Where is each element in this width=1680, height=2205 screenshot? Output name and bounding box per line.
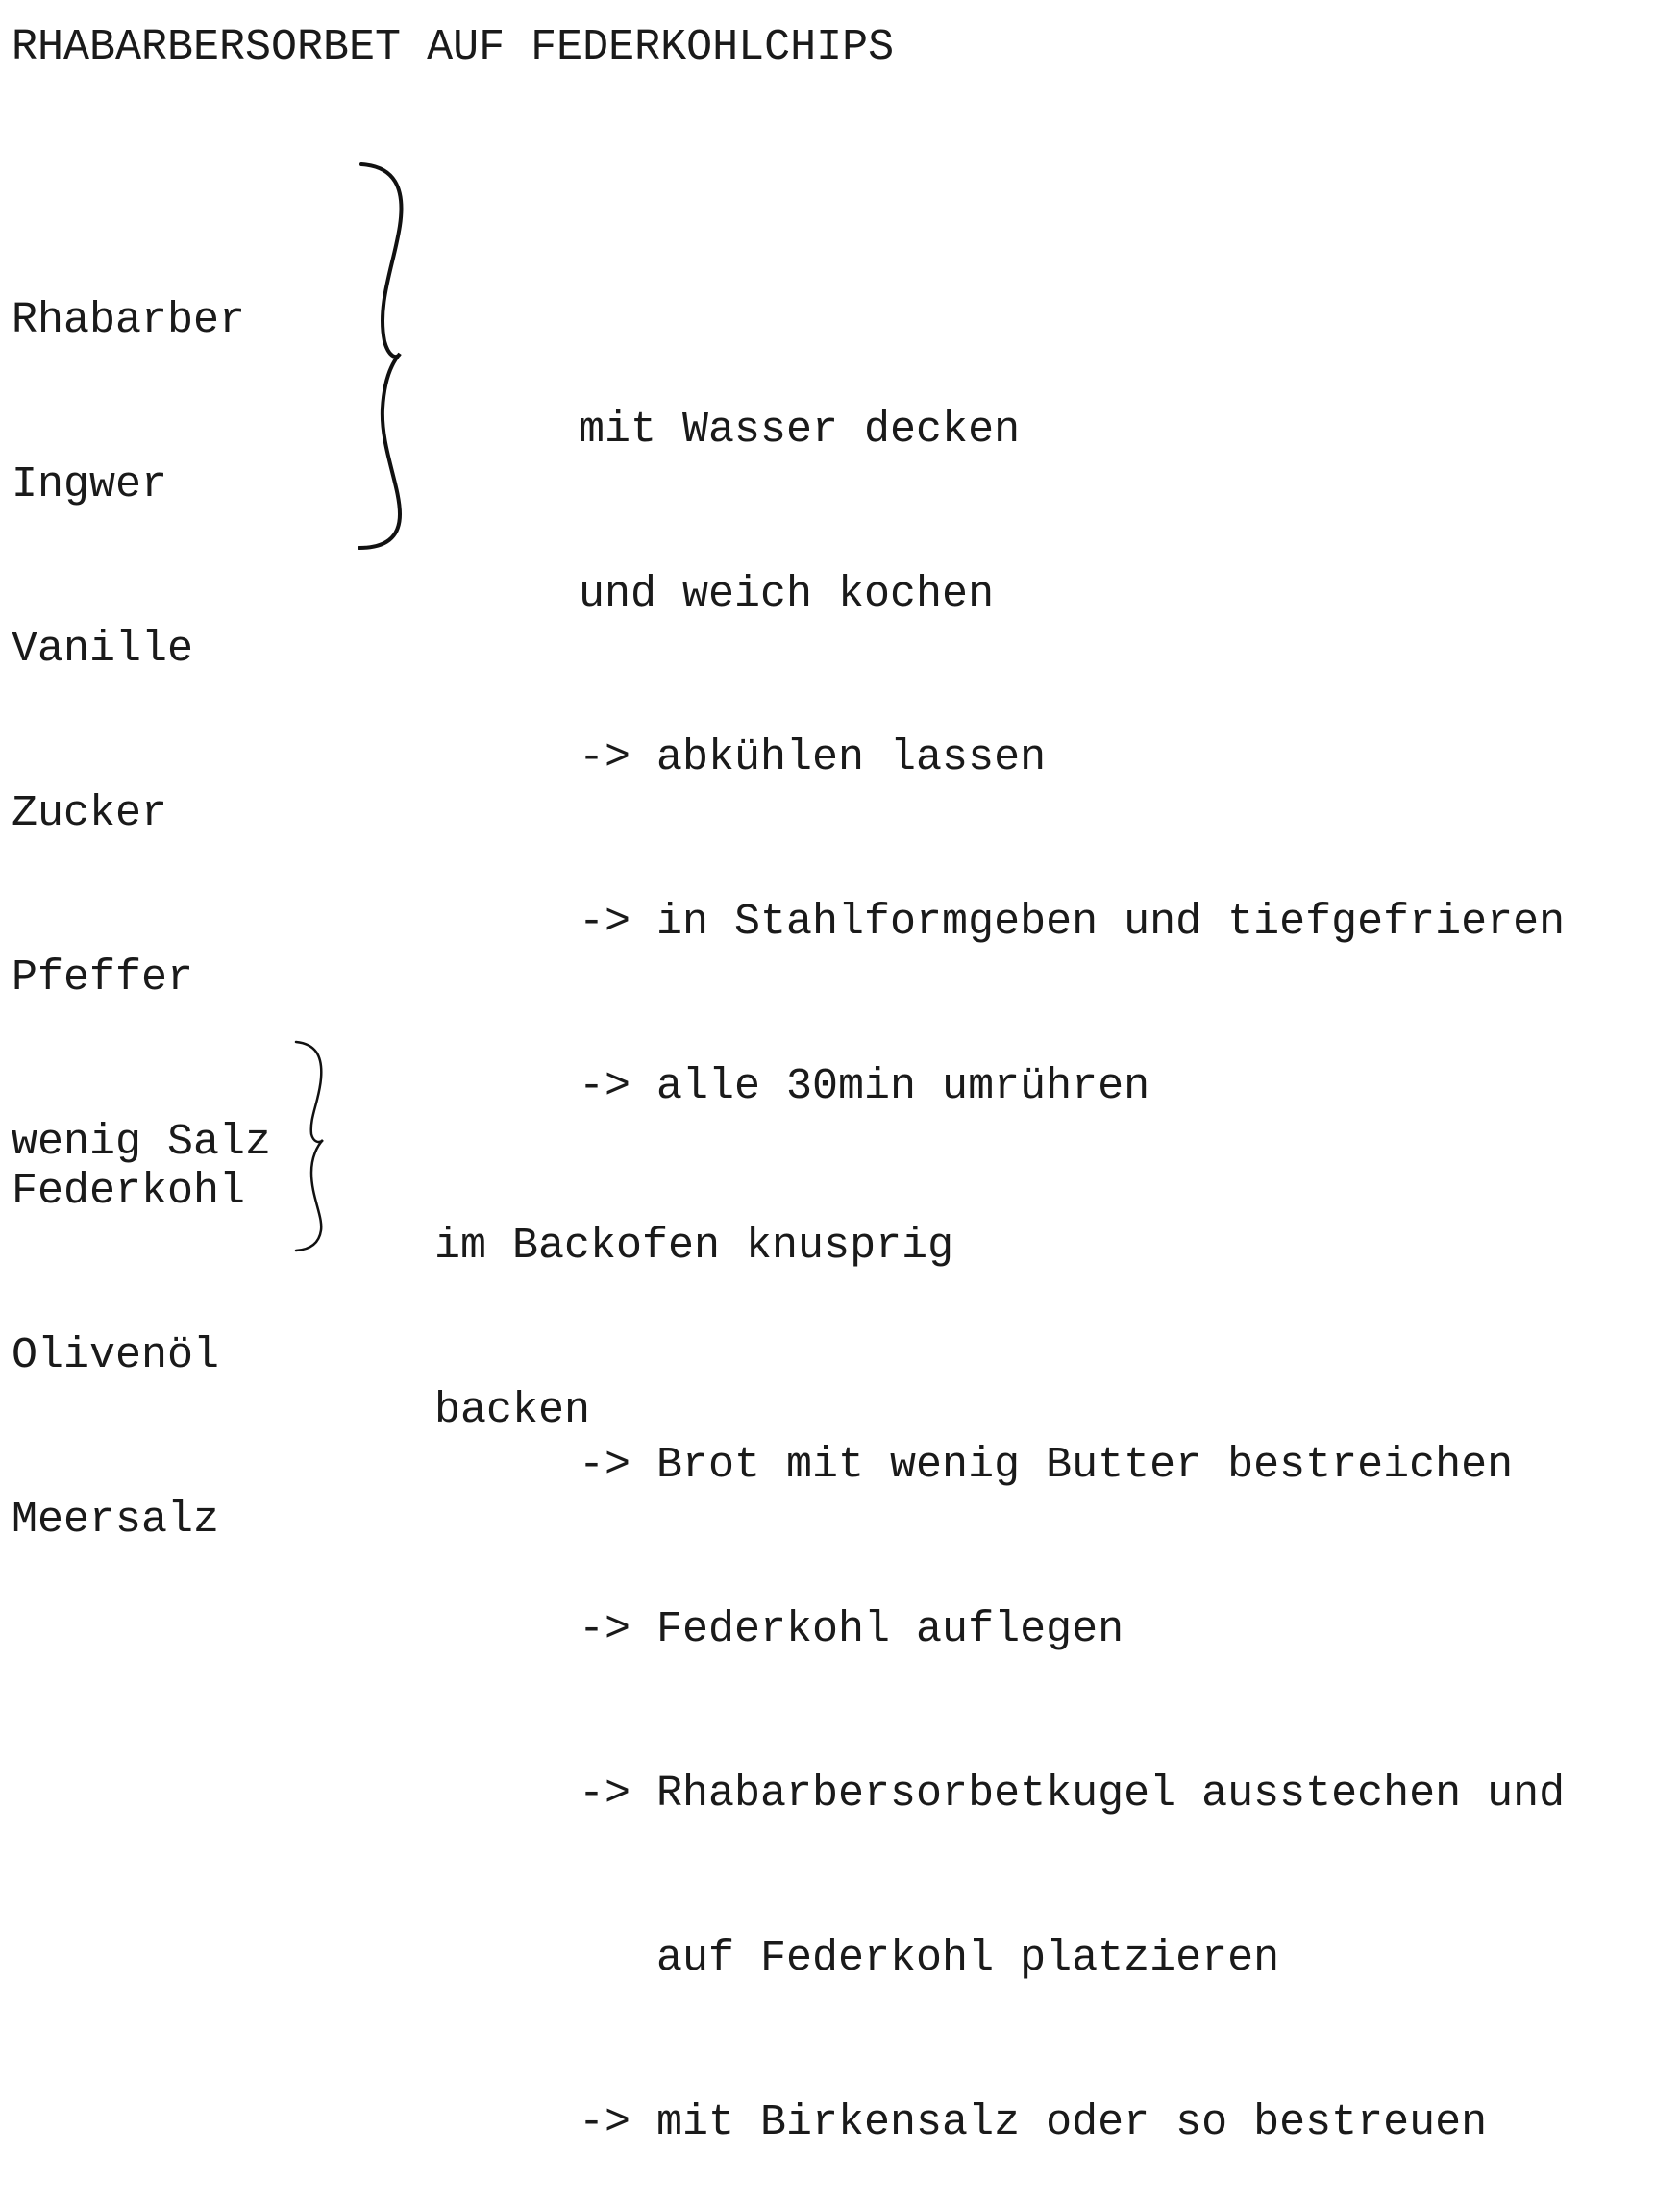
ingredient-item: Zucker <box>12 789 168 838</box>
step-item: auf Federkohl platzieren <box>579 1934 1280 1983</box>
step-item: -> Brot mit wenig Butter bestreichen <box>579 1441 1514 1490</box>
ingredient-item: wenig Salz <box>12 1118 272 1167</box>
ingredient-item: Ingwer <box>12 460 168 509</box>
ingredient-item: Pfeffer <box>12 954 194 1003</box>
instruction-line: backen <box>434 1386 591 1435</box>
chips-curly-brace <box>292 1038 340 1254</box>
ingredient-item: Federkohl <box>12 1167 246 1216</box>
sorbet-instruction <box>579 293 1020 677</box>
step-item: -> alle 30min umrühren <box>579 1062 1150 1111</box>
sorbet-curly-brace <box>356 159 423 553</box>
step-item: -> mit Birkensalz oder so bestreuen <box>579 2098 1488 2147</box>
step-item: -> in Stahlformgeben und tiefgefrieren <box>579 898 1566 947</box>
ingredient-item: Meersalz <box>12 1496 220 1545</box>
step-item: -> Rhabarbersorbetkugel ausstechen und <box>579 1770 1566 1819</box>
chips-ingredient-list <box>12 1054 245 1602</box>
recipe-title: RHABARBERSORBET AUF FEDERKOHLCHIPS <box>12 23 895 72</box>
ingredient-item: Olivenöl <box>12 1331 220 1380</box>
instruction-line: im Backofen knusprig <box>434 1222 954 1271</box>
step-item: -> Federkohl auflegen <box>579 1605 1124 1654</box>
ingredient-item: Vanille <box>12 625 194 674</box>
step-item: -> abkühlen lassen <box>579 733 1047 782</box>
instruction-line: und weich kochen <box>579 570 995 619</box>
ingredient-item: Rhabarber <box>12 296 246 345</box>
chips-steps <box>579 1328 1565 2205</box>
instruction-line: mit Wasser decken <box>579 406 1021 455</box>
sorbet-steps <box>579 621 1565 1169</box>
